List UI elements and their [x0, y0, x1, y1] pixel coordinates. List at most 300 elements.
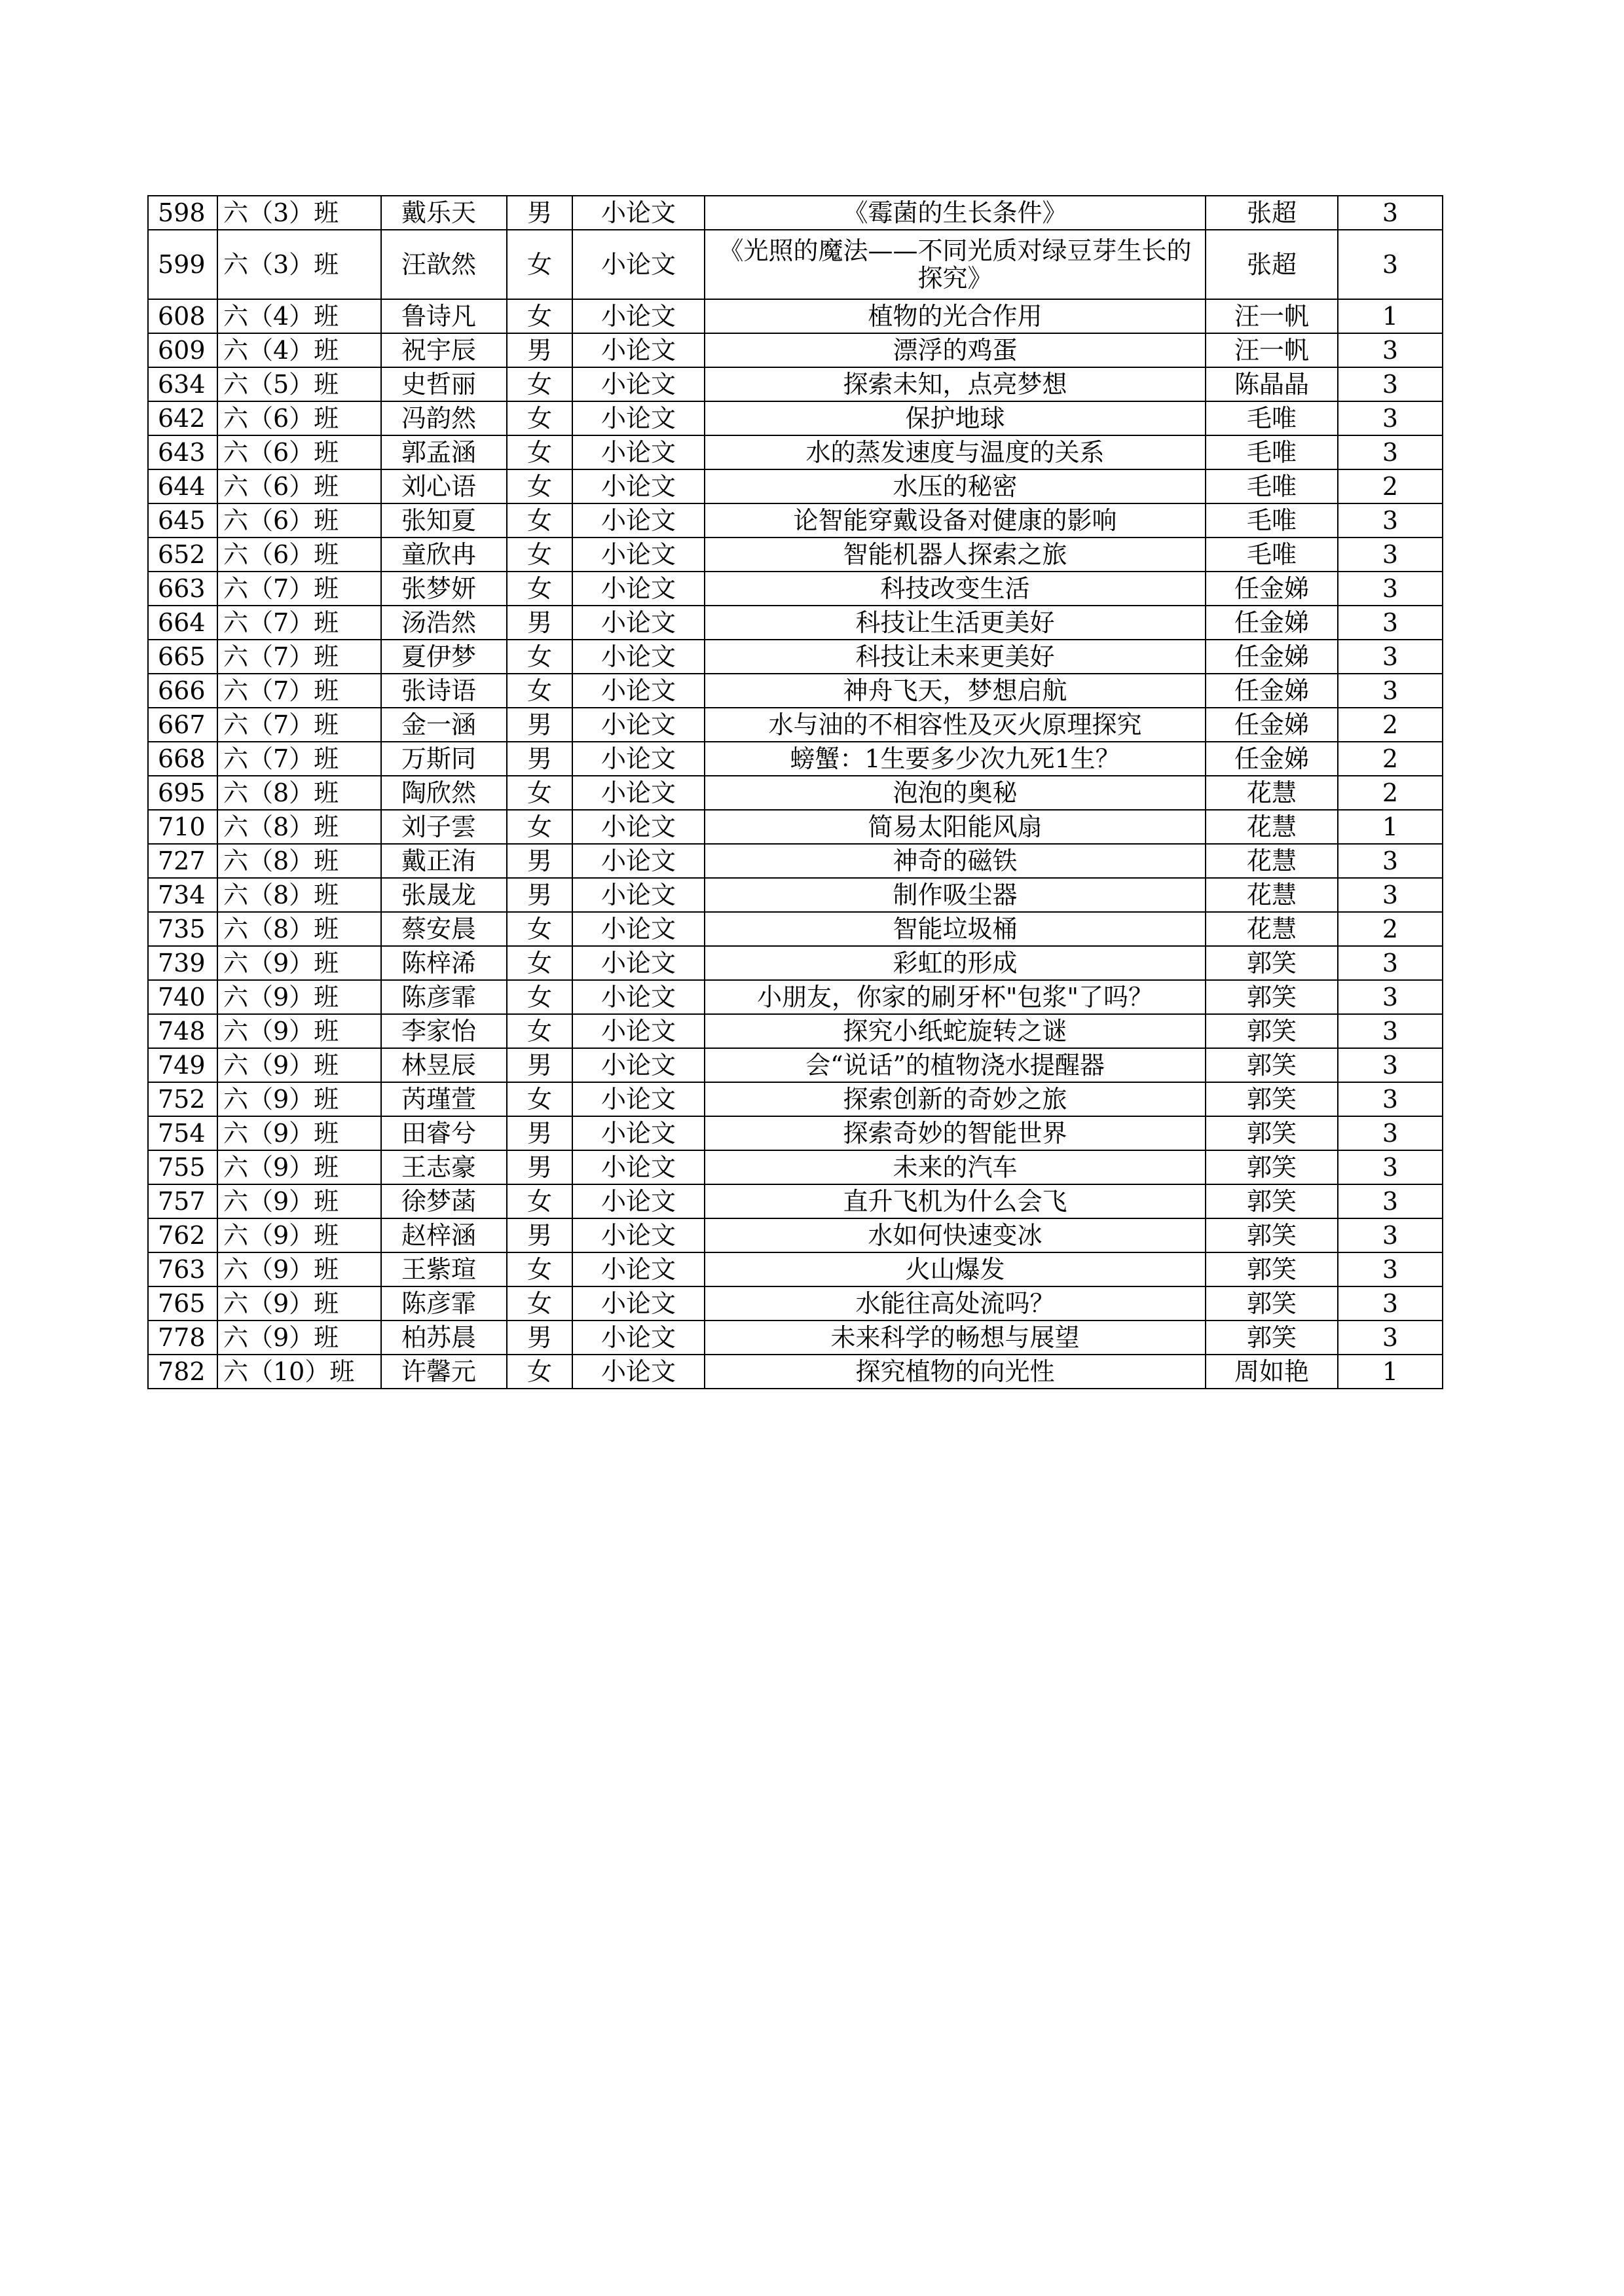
student-name-cell: 柏苏晨	[381, 1321, 507, 1355]
entries-table	[147, 195, 1443, 1389]
student-name-cell: 张晟龙	[381, 878, 507, 912]
table-row	[148, 844, 1443, 878]
entry-type-cell: 小论文	[572, 1321, 705, 1355]
paper-title-cell: 水能往高处流吗？	[705, 1286, 1206, 1321]
table-row	[148, 1048, 1443, 1082]
paper-title-cell: 水压的秘密	[705, 469, 1206, 503]
score-cell: 3	[1338, 538, 1443, 572]
score-cell: 3	[1338, 980, 1443, 1014]
entry-type-cell: 小论文	[572, 538, 705, 572]
teacher-cell: 周如艳	[1206, 1355, 1338, 1389]
gender-cell: 男	[507, 606, 572, 640]
student-name-cell: 赵梓涵	[381, 1218, 507, 1252]
paper-title-cell: 探究植物的向光性	[705, 1355, 1206, 1389]
entry-type-cell: 小论文	[572, 572, 705, 606]
table-row	[148, 878, 1443, 912]
teacher-cell: 花慧	[1206, 776, 1338, 810]
gender-cell: 女	[507, 1184, 572, 1218]
teacher-cell: 郭笑	[1206, 1286, 1338, 1321]
entry-type-cell: 小论文	[572, 810, 705, 844]
entry-id-cell: 739	[148, 946, 217, 980]
table-row	[148, 708, 1443, 742]
gender-cell: 女	[507, 946, 572, 980]
entry-type-cell: 小论文	[572, 1014, 705, 1048]
gender-cell: 女	[507, 1082, 572, 1116]
gender-cell: 女	[507, 1252, 572, 1286]
gender-cell: 女	[507, 1355, 572, 1389]
class-cell: 六（4）班	[217, 299, 381, 333]
entry-type-cell: 小论文	[572, 469, 705, 503]
score-cell: 1	[1338, 810, 1443, 844]
score-cell: 3	[1338, 1116, 1443, 1150]
score-cell: 3	[1338, 367, 1443, 401]
teacher-cell: 毛唯	[1206, 503, 1338, 538]
entry-id-cell: 752	[148, 1082, 217, 1116]
entry-id-cell: 599	[148, 230, 217, 299]
class-cell: 六（8）班	[217, 912, 381, 946]
class-cell: 六（8）班	[217, 844, 381, 878]
student-name-cell: 张知夏	[381, 503, 507, 538]
gender-cell: 男	[507, 1150, 572, 1184]
paper-title-cell: 智能垃圾桶	[705, 912, 1206, 946]
student-name-cell: 戴正洧	[381, 844, 507, 878]
paper-title-cell: 《光照的魔法——不同光质对绿豆芽生长的探究》	[705, 230, 1206, 299]
entry-id-cell: 634	[148, 367, 217, 401]
gender-cell: 女	[507, 1286, 572, 1321]
entry-id-cell: 609	[148, 333, 217, 367]
class-cell: 六（8）班	[217, 776, 381, 810]
gender-cell: 男	[507, 196, 572, 230]
score-cell: 2	[1338, 708, 1443, 742]
class-cell: 六（5）班	[217, 367, 381, 401]
student-name-cell: 许馨元	[381, 1355, 507, 1389]
paper-title-cell: 探究小纸蛇旋转之谜	[705, 1014, 1206, 1048]
class-cell: 六（9）班	[217, 1082, 381, 1116]
entry-id-cell: 727	[148, 844, 217, 878]
student-name-cell: 金一涵	[381, 708, 507, 742]
table-row	[148, 367, 1443, 401]
gender-cell: 女	[507, 230, 572, 299]
entry-id-cell: 748	[148, 1014, 217, 1048]
table-row	[148, 810, 1443, 844]
gender-cell: 男	[507, 1321, 572, 1355]
table-row	[148, 640, 1443, 674]
class-cell: 六（7）班	[217, 572, 381, 606]
student-name-cell: 蔡安晨	[381, 912, 507, 946]
teacher-cell: 郭笑	[1206, 1082, 1338, 1116]
entry-id-cell: 642	[148, 401, 217, 435]
entry-id-cell: 643	[148, 435, 217, 469]
table-row	[148, 946, 1443, 980]
table-row	[148, 572, 1443, 606]
student-name-cell: 郭孟涵	[381, 435, 507, 469]
class-cell: 六（7）班	[217, 742, 381, 776]
class-cell: 六（9）班	[217, 1184, 381, 1218]
table-row	[148, 230, 1443, 299]
table-row	[148, 538, 1443, 572]
class-cell: 六（9）班	[217, 946, 381, 980]
entry-id-cell: 762	[148, 1218, 217, 1252]
paper-title-cell: 小朋友，你家的刷牙杯"包浆"了吗？	[705, 980, 1206, 1014]
entry-type-cell: 小论文	[572, 912, 705, 946]
paper-title-cell: 探索创新的奇妙之旅	[705, 1082, 1206, 1116]
entry-type-cell: 小论文	[572, 674, 705, 708]
entry-type-cell: 小论文	[572, 503, 705, 538]
student-name-cell: 汤浩然	[381, 606, 507, 640]
entry-type-cell: 小论文	[572, 333, 705, 367]
class-cell: 六（9）班	[217, 1150, 381, 1184]
score-cell: 3	[1338, 572, 1443, 606]
score-cell: 3	[1338, 196, 1443, 230]
paper-title-cell: 水的蒸发速度与温度的关系	[705, 435, 1206, 469]
paper-title-cell: 探索奇妙的智能世界	[705, 1116, 1206, 1150]
gender-cell: 男	[507, 333, 572, 367]
entry-type-cell: 小论文	[572, 776, 705, 810]
table-row	[148, 912, 1443, 946]
entry-type-cell: 小论文	[572, 1286, 705, 1321]
teacher-cell: 张超	[1206, 196, 1338, 230]
entry-id-cell: 755	[148, 1150, 217, 1184]
student-name-cell: 刘子雲	[381, 810, 507, 844]
entry-type-cell: 小论文	[572, 980, 705, 1014]
table-row	[148, 1014, 1443, 1048]
gender-cell: 女	[507, 810, 572, 844]
gender-cell: 男	[507, 878, 572, 912]
entry-id-cell: 668	[148, 742, 217, 776]
table-row	[148, 401, 1443, 435]
table-row	[148, 1286, 1443, 1321]
teacher-cell: 陈晶晶	[1206, 367, 1338, 401]
entry-type-cell: 小论文	[572, 742, 705, 776]
paper-title-cell: 螃蟹：1生要多少次九死1生？	[705, 742, 1206, 776]
gender-cell: 女	[507, 299, 572, 333]
teacher-cell: 郭笑	[1206, 980, 1338, 1014]
score-cell: 2	[1338, 469, 1443, 503]
paper-title-cell: 彩虹的形成	[705, 946, 1206, 980]
class-cell: 六（9）班	[217, 1014, 381, 1048]
gender-cell: 女	[507, 503, 572, 538]
student-name-cell: 陈彦霏	[381, 980, 507, 1014]
entry-id-cell: 666	[148, 674, 217, 708]
student-name-cell: 刘心语	[381, 469, 507, 503]
gender-cell: 女	[507, 401, 572, 435]
class-cell: 六（9）班	[217, 1048, 381, 1082]
paper-title-cell: 智能机器人探索之旅	[705, 538, 1206, 572]
paper-title-cell: 《霉菌的生长条件》	[705, 196, 1206, 230]
entry-id-cell: 695	[148, 776, 217, 810]
score-cell: 3	[1338, 401, 1443, 435]
table-row	[148, 1116, 1443, 1150]
entry-id-cell: 740	[148, 980, 217, 1014]
teacher-cell: 张超	[1206, 230, 1338, 299]
score-cell: 3	[1338, 1321, 1443, 1355]
entry-id-cell: 644	[148, 469, 217, 503]
table-body	[148, 196, 1443, 1389]
entry-type-cell: 小论文	[572, 878, 705, 912]
gender-cell: 女	[507, 1014, 572, 1048]
paper-title-cell: 探索未知，点亮梦想	[705, 367, 1206, 401]
gender-cell: 男	[507, 1218, 572, 1252]
gender-cell: 女	[507, 640, 572, 674]
student-name-cell: 陈梓浠	[381, 946, 507, 980]
score-cell: 3	[1338, 1184, 1443, 1218]
entry-id-cell: 749	[148, 1048, 217, 1082]
table-row	[148, 1218, 1443, 1252]
entry-type-cell: 小论文	[572, 1116, 705, 1150]
gender-cell: 女	[507, 538, 572, 572]
entry-id-cell: 664	[148, 606, 217, 640]
entry-type-cell: 小论文	[572, 946, 705, 980]
teacher-cell: 郭笑	[1206, 1150, 1338, 1184]
gender-cell: 女	[507, 572, 572, 606]
score-cell: 3	[1338, 844, 1443, 878]
teacher-cell: 花慧	[1206, 844, 1338, 878]
student-name-cell: 张梦妍	[381, 572, 507, 606]
class-cell: 六（9）班	[217, 1321, 381, 1355]
student-name-cell: 林昱辰	[381, 1048, 507, 1082]
teacher-cell: 郭笑	[1206, 946, 1338, 980]
teacher-cell: 汪一帆	[1206, 299, 1338, 333]
student-name-cell: 李家怡	[381, 1014, 507, 1048]
class-cell: 六（6）班	[217, 469, 381, 503]
entry-type-cell: 小论文	[572, 1150, 705, 1184]
teacher-cell: 任金娣	[1206, 606, 1338, 640]
paper-title-cell: 未来科学的畅想与展望	[705, 1321, 1206, 1355]
score-cell: 3	[1338, 878, 1443, 912]
table-row	[148, 196, 1443, 230]
score-cell: 2	[1338, 776, 1443, 810]
paper-title-cell: 论智能穿戴设备对健康的影响	[705, 503, 1206, 538]
gender-cell: 男	[507, 742, 572, 776]
gender-cell: 女	[507, 674, 572, 708]
student-name-cell: 戴乐天	[381, 196, 507, 230]
entry-type-cell: 小论文	[572, 640, 705, 674]
class-cell: 六（6）班	[217, 435, 381, 469]
entry-type-cell: 小论文	[572, 1218, 705, 1252]
table-row	[148, 606, 1443, 640]
entry-type-cell: 小论文	[572, 230, 705, 299]
student-name-cell: 冯韵然	[381, 401, 507, 435]
student-name-cell: 王志豪	[381, 1150, 507, 1184]
teacher-cell: 郭笑	[1206, 1321, 1338, 1355]
student-name-cell: 陶欣然	[381, 776, 507, 810]
table-row	[148, 333, 1443, 367]
teacher-cell: 花慧	[1206, 878, 1338, 912]
student-name-cell: 徐梦菡	[381, 1184, 507, 1218]
student-name-cell: 汪歆然	[381, 230, 507, 299]
entry-id-cell: 734	[148, 878, 217, 912]
student-name-cell: 夏伊梦	[381, 640, 507, 674]
entry-id-cell: 763	[148, 1252, 217, 1286]
teacher-cell: 花慧	[1206, 912, 1338, 946]
class-cell: 六（10）班	[217, 1355, 381, 1389]
table-row	[148, 1321, 1443, 1355]
class-cell: 六（9）班	[217, 1252, 381, 1286]
table-row	[148, 1150, 1443, 1184]
score-cell: 3	[1338, 1252, 1443, 1286]
entry-type-cell: 小论文	[572, 1048, 705, 1082]
class-cell: 六（9）班	[217, 980, 381, 1014]
gender-cell: 女	[507, 435, 572, 469]
class-cell: 六（9）班	[217, 1286, 381, 1321]
teacher-cell: 任金娣	[1206, 708, 1338, 742]
entry-type-cell: 小论文	[572, 708, 705, 742]
paper-title-cell: 神奇的磁铁	[705, 844, 1206, 878]
class-cell: 六（7）班	[217, 606, 381, 640]
score-cell: 3	[1338, 946, 1443, 980]
teacher-cell: 郭笑	[1206, 1218, 1338, 1252]
table-row	[148, 742, 1443, 776]
student-name-cell: 王紫瑄	[381, 1252, 507, 1286]
class-cell: 六（6）班	[217, 538, 381, 572]
teacher-cell: 任金娣	[1206, 674, 1338, 708]
teacher-cell: 郭笑	[1206, 1252, 1338, 1286]
paper-title-cell: 科技让未来更美好	[705, 640, 1206, 674]
score-cell: 3	[1338, 435, 1443, 469]
entry-id-cell: 652	[148, 538, 217, 572]
entry-type-cell: 小论文	[572, 606, 705, 640]
student-name-cell: 鲁诗凡	[381, 299, 507, 333]
score-cell: 3	[1338, 333, 1443, 367]
entry-id-cell: 778	[148, 1321, 217, 1355]
teacher-cell: 任金娣	[1206, 572, 1338, 606]
score-cell: 3	[1338, 503, 1443, 538]
class-cell: 六（3）班	[217, 230, 381, 299]
gender-cell: 男	[507, 708, 572, 742]
table-row	[148, 1355, 1443, 1389]
score-cell: 2	[1338, 742, 1443, 776]
table-row	[148, 299, 1443, 333]
student-name-cell: 张诗语	[381, 674, 507, 708]
paper-title-cell: 水如何快速变冰	[705, 1218, 1206, 1252]
entry-type-cell: 小论文	[572, 1355, 705, 1389]
teacher-cell: 毛唯	[1206, 435, 1338, 469]
table-row	[148, 503, 1443, 538]
gender-cell: 女	[507, 912, 572, 946]
paper-title-cell: 神舟飞天，梦想启航	[705, 674, 1206, 708]
teacher-cell: 郭笑	[1206, 1014, 1338, 1048]
teacher-cell: 任金娣	[1206, 640, 1338, 674]
paper-title-cell: 漂浮的鸡蛋	[705, 333, 1206, 367]
teacher-cell: 郭笑	[1206, 1184, 1338, 1218]
entry-type-cell: 小论文	[572, 844, 705, 878]
entry-id-cell: 765	[148, 1286, 217, 1321]
score-cell: 3	[1338, 230, 1443, 299]
student-name-cell: 陈彦霏	[381, 1286, 507, 1321]
class-cell: 六（8）班	[217, 878, 381, 912]
table-row	[148, 1184, 1443, 1218]
teacher-cell: 花慧	[1206, 810, 1338, 844]
gender-cell: 女	[507, 980, 572, 1014]
score-cell: 3	[1338, 1286, 1443, 1321]
gender-cell: 男	[507, 1048, 572, 1082]
score-cell: 1	[1338, 1355, 1443, 1389]
table-row	[148, 776, 1443, 810]
teacher-cell: 汪一帆	[1206, 333, 1338, 367]
entry-type-cell: 小论文	[572, 1082, 705, 1116]
gender-cell: 女	[507, 469, 572, 503]
score-cell: 3	[1338, 1150, 1443, 1184]
score-cell: 3	[1338, 1218, 1443, 1252]
entry-id-cell: 735	[148, 912, 217, 946]
entry-type-cell: 小论文	[572, 196, 705, 230]
score-cell: 3	[1338, 1048, 1443, 1082]
score-cell: 3	[1338, 674, 1443, 708]
teacher-cell: 毛唯	[1206, 538, 1338, 572]
class-cell: 六（7）班	[217, 708, 381, 742]
teacher-cell: 郭笑	[1206, 1048, 1338, 1082]
gender-cell: 女	[507, 367, 572, 401]
teacher-cell: 郭笑	[1206, 1116, 1338, 1150]
entry-type-cell: 小论文	[572, 367, 705, 401]
entry-id-cell: 667	[148, 708, 217, 742]
paper-title-cell: 简易太阳能风扇	[705, 810, 1206, 844]
score-cell: 3	[1338, 1082, 1443, 1116]
entry-id-cell: 665	[148, 640, 217, 674]
student-name-cell: 万斯同	[381, 742, 507, 776]
student-name-cell: 芮瑾萱	[381, 1082, 507, 1116]
entry-type-cell: 小论文	[572, 1184, 705, 1218]
table-row	[148, 469, 1443, 503]
paper-title-cell: 科技改变生活	[705, 572, 1206, 606]
class-cell: 六（7）班	[217, 640, 381, 674]
entry-id-cell: 757	[148, 1184, 217, 1218]
student-name-cell: 田睿兮	[381, 1116, 507, 1150]
student-name-cell: 童欣冉	[381, 538, 507, 572]
entry-type-cell: 小论文	[572, 435, 705, 469]
paper-title-cell: 水与油的不相容性及灭火原理探究	[705, 708, 1206, 742]
table-row	[148, 435, 1443, 469]
gender-cell: 女	[507, 776, 572, 810]
entry-type-cell: 小论文	[572, 299, 705, 333]
paper-title-cell: 未来的汽车	[705, 1150, 1206, 1184]
paper-title-cell: 火山爆发	[705, 1252, 1206, 1286]
score-cell: 3	[1338, 606, 1443, 640]
score-cell: 2	[1338, 912, 1443, 946]
paper-title-cell: 泡泡的奥秘	[705, 776, 1206, 810]
student-name-cell: 祝宇辰	[381, 333, 507, 367]
entry-id-cell: 608	[148, 299, 217, 333]
class-cell: 六（6）班	[217, 401, 381, 435]
entry-id-cell: 782	[148, 1355, 217, 1389]
paper-title-cell: 科技让生活更美好	[705, 606, 1206, 640]
class-cell: 六（3）班	[217, 196, 381, 230]
paper-title-cell: 直升飞机为什么会飞	[705, 1184, 1206, 1218]
entry-id-cell: 710	[148, 810, 217, 844]
class-cell: 六（7）班	[217, 674, 381, 708]
table-row	[148, 674, 1443, 708]
paper-title-cell: 植物的光合作用	[705, 299, 1206, 333]
entry-id-cell: 598	[148, 196, 217, 230]
score-cell: 3	[1338, 1014, 1443, 1048]
teacher-cell: 毛唯	[1206, 469, 1338, 503]
paper-title-cell: 会“说话”的植物浇水提醒器	[705, 1048, 1206, 1082]
class-cell: 六（9）班	[217, 1218, 381, 1252]
class-cell: 六（4）班	[217, 333, 381, 367]
entry-id-cell: 645	[148, 503, 217, 538]
score-cell: 1	[1338, 299, 1443, 333]
teacher-cell: 任金娣	[1206, 742, 1338, 776]
entry-type-cell: 小论文	[572, 401, 705, 435]
class-cell: 六（8）班	[217, 810, 381, 844]
teacher-cell: 毛唯	[1206, 401, 1338, 435]
table-row	[148, 1082, 1443, 1116]
table-row	[148, 980, 1443, 1014]
entry-id-cell: 663	[148, 572, 217, 606]
gender-cell: 男	[507, 844, 572, 878]
entry-type-cell: 小论文	[572, 1252, 705, 1286]
table-row	[148, 1252, 1443, 1286]
